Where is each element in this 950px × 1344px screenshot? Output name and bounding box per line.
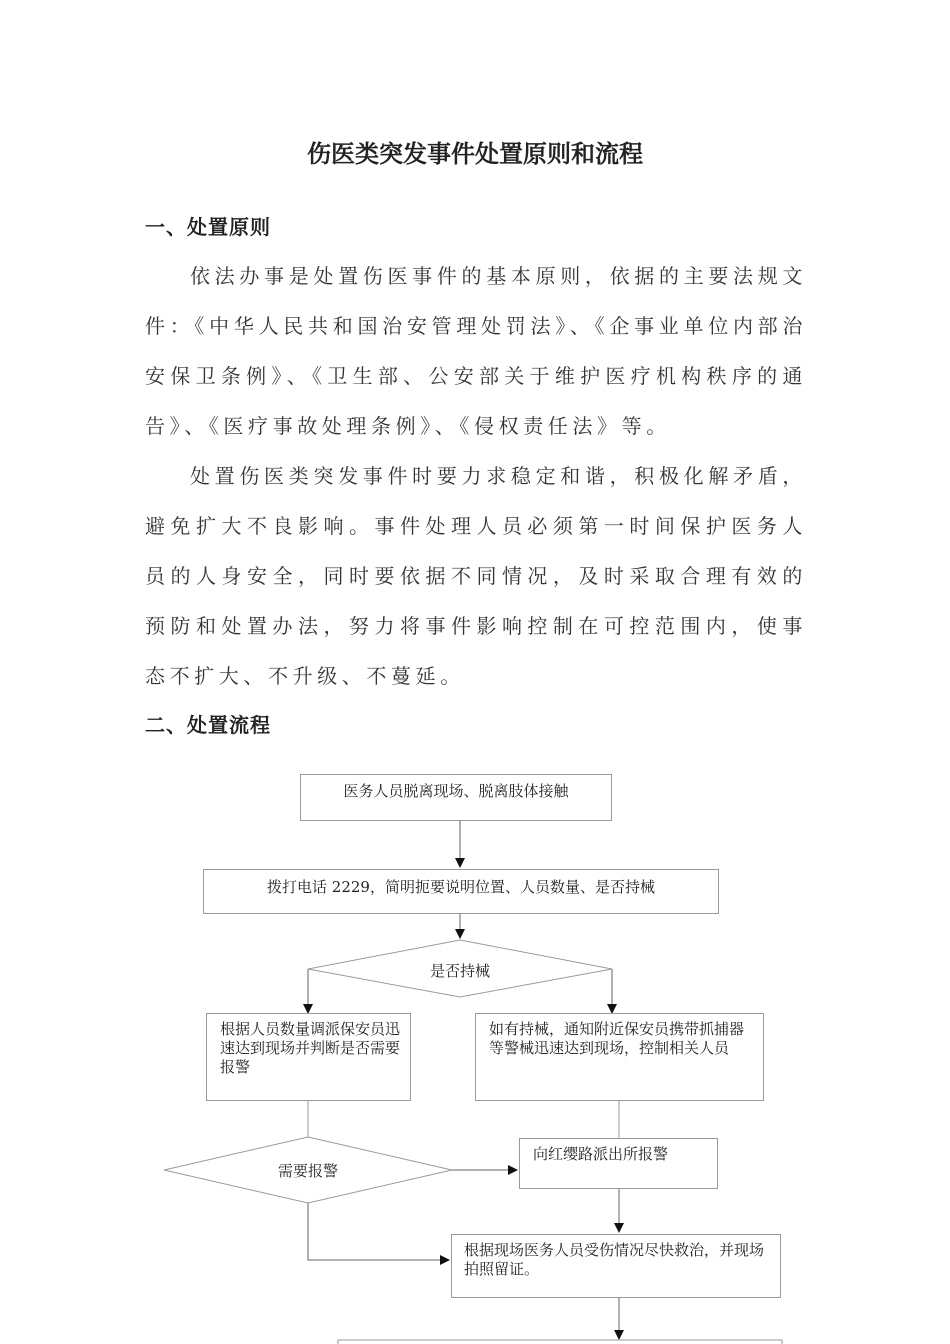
paragraph-legal-basis: 依法办事是处置伤医事件的基本原则，依据的主要法规文件：《中华人民共和国治安管理处罚法》、《企事业单位内部治安保卫条例》、《卫生部、公安部关于维护医疗机构秩序的通告》、《医疗事故处理条例》、《侵权责任法》等。	[145, 264, 807, 438]
flow-step-leave-scene	[300, 774, 612, 821]
flow-step-leave-scene-text: 医务人员脱离现场、脱离肢体接触	[343, 782, 569, 800]
decision-armed-label: 是否持械	[429, 962, 490, 980]
flow-step-treatment-text: 根据现场医务人员受伤情况尽快救治，并现场拍照留证。	[464, 1241, 765, 1278]
paragraph-handling-principle: 处置伤医类突发事件时要力求稳定和谐，积极化解矛盾，避免扩大不良影响。事件处理人员必须第一时间保护医务人员的人身安全，同时要依据不同情况，及时采取合理有效的预防和处置办法，努力将事件影响控制在可控范围内，使事态不扩大、不升级、不蔓延。	[145, 464, 807, 688]
flow-branch-unarmed	[206, 1013, 411, 1101]
flow-step-treatment	[451, 1234, 781, 1298]
flow-step-report-police	[519, 1138, 718, 1189]
flow-step-call-2229	[203, 869, 719, 914]
connector-decision2-rescue	[308, 1203, 449, 1260]
flow-step-report-police-text: 向红缨路派出所报警	[533, 1145, 669, 1163]
flow-step-call-2229-text: 拨打电话 2229，简明扼要说明位置、人员数量、是否持械	[267, 878, 655, 896]
flow-branch-armed-text: 如有持械，通知附近保安员携带抓捕器等警械迅速达到现场，控制相关人员	[489, 1020, 745, 1057]
document-title: 伤医类突发事件处置原则和流程	[307, 139, 643, 168]
flow-branch-armed	[475, 1013, 764, 1101]
next-step-box-partial	[338, 1340, 782, 1344]
section-heading-principles: 一、处置原则	[145, 215, 271, 239]
decision-police-label: 需要报警	[277, 1162, 338, 1180]
flow-branch-unarmed-text: 根据人员数量调派保安员迅速达到现场并判断是否需要报警	[220, 1020, 401, 1076]
section-heading-process: 二、处置流程	[145, 713, 271, 737]
